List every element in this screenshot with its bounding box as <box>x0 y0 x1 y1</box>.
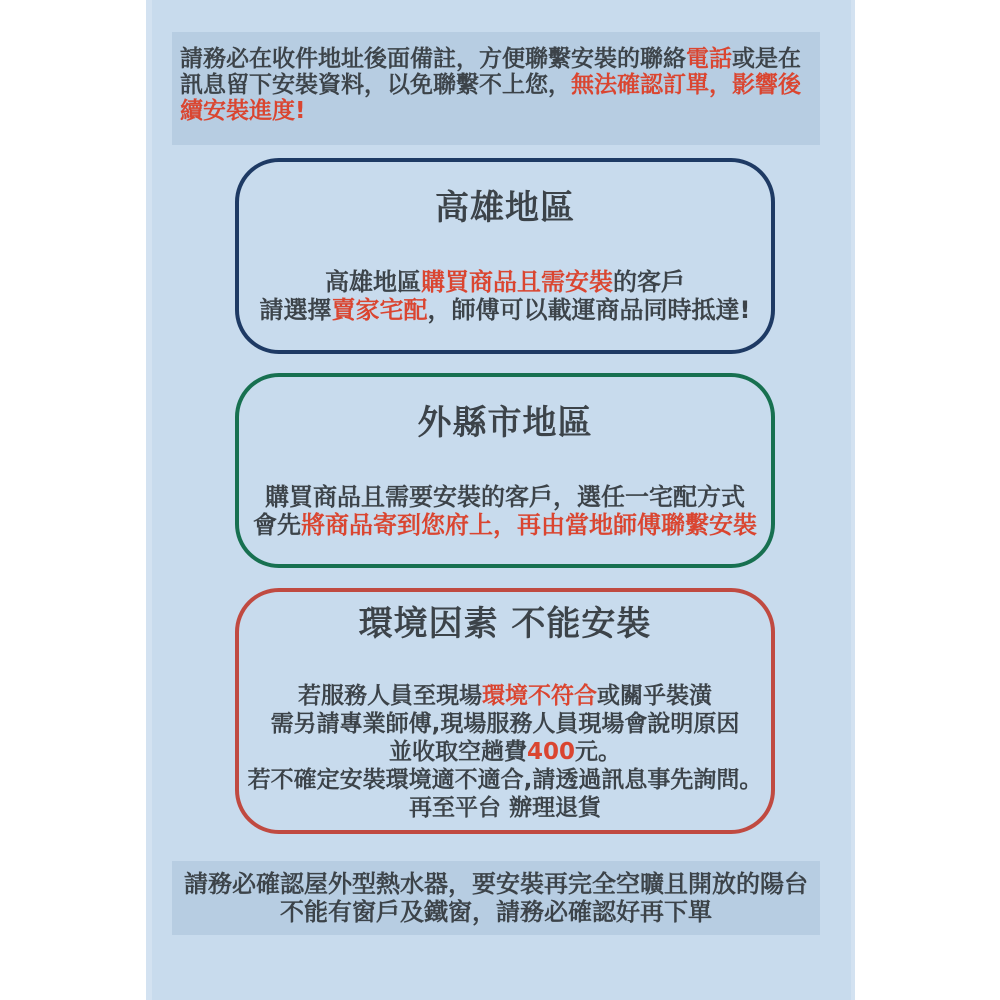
text-line <box>180 72 812 98</box>
other-counties-title: 外縣市地區 <box>417 403 593 443</box>
text-line: 不能有窗戶及鐵窗，請務必確認好再下單 <box>280 898 712 926</box>
text-line <box>239 766 771 794</box>
text-segment: 購買商品且需要安裝的客戶，選任一宅配方式 <box>265 483 745 511</box>
text-line <box>180 46 812 72</box>
text-segment: 會先 <box>253 511 301 539</box>
text-line <box>239 268 771 296</box>
text-line: 請務必確認屋外型熱水器，要安裝再完全空曠且開放的陽台 <box>184 870 808 898</box>
text-segment: 或關乎裝潢 <box>597 683 712 709</box>
bottom-notice <box>172 861 820 935</box>
highlight-fee-amount: 400 <box>526 739 575 765</box>
text-segment: 並收取空趟費 <box>388 739 527 765</box>
text-line <box>239 511 771 539</box>
highlight-phone: 電話 <box>686 46 732 72</box>
highlight-env-not-suitable: 環境不符合 <box>482 683 597 709</box>
text-segment: 若不確定安裝環境適不適合,請透過訊息事先詢問。 <box>247 767 763 793</box>
text-line <box>239 483 771 511</box>
text-segment: 訊息留下安裝資料，以免聯繫不上您， <box>180 72 571 98</box>
text-segment: 元。 <box>575 739 621 765</box>
text-segment: 再至平台 辦理退貨 <box>408 795 601 821</box>
highlight-purchase-install: 購買商品且需安裝 <box>421 268 613 296</box>
highlight-ship-first: 將商品寄到您府上，再由當地師傅聯繫安裝 <box>301 511 757 539</box>
highlight-order-warning: 無法確認訂單，影響後 <box>571 72 801 98</box>
text-line <box>239 710 771 738</box>
text-segment: 請選擇 <box>259 296 332 324</box>
other-counties-body <box>239 483 771 539</box>
text-segment: 或是在 <box>732 46 801 72</box>
other-counties-box <box>235 373 775 568</box>
top-notice <box>172 32 820 145</box>
text-segment: 的客戶 <box>613 268 685 296</box>
text-line <box>239 738 771 766</box>
text-line <box>239 794 771 822</box>
text-segment: 請務必在收件地址後面備註，方便聯繫安裝的聯絡 <box>180 46 686 72</box>
environment-factors-box <box>235 588 775 834</box>
environment-factors-body <box>239 682 771 822</box>
text-line <box>180 98 812 124</box>
kaohsiung-area-body <box>239 268 771 324</box>
text-line <box>239 682 771 710</box>
kaohsiung-area-title: 高雄地區 <box>435 188 575 228</box>
text-segment: 高雄地區 <box>325 268 421 296</box>
kaohsiung-area-box <box>235 158 775 354</box>
highlight-order-warning: 續安裝進度! <box>180 98 306 124</box>
text-segment: 需另請專業師傅,現場服務人員現場會說明原因 <box>270 711 740 737</box>
text-line <box>239 296 771 324</box>
environment-factors-title: 環境因素 不能安裝 <box>358 604 652 644</box>
text-segment: ，師傅可以載運商品同時抵達! <box>427 296 751 324</box>
text-segment: 若服務人員至現場 <box>298 683 482 709</box>
highlight-seller-delivery: 賣家宅配 <box>331 296 428 324</box>
